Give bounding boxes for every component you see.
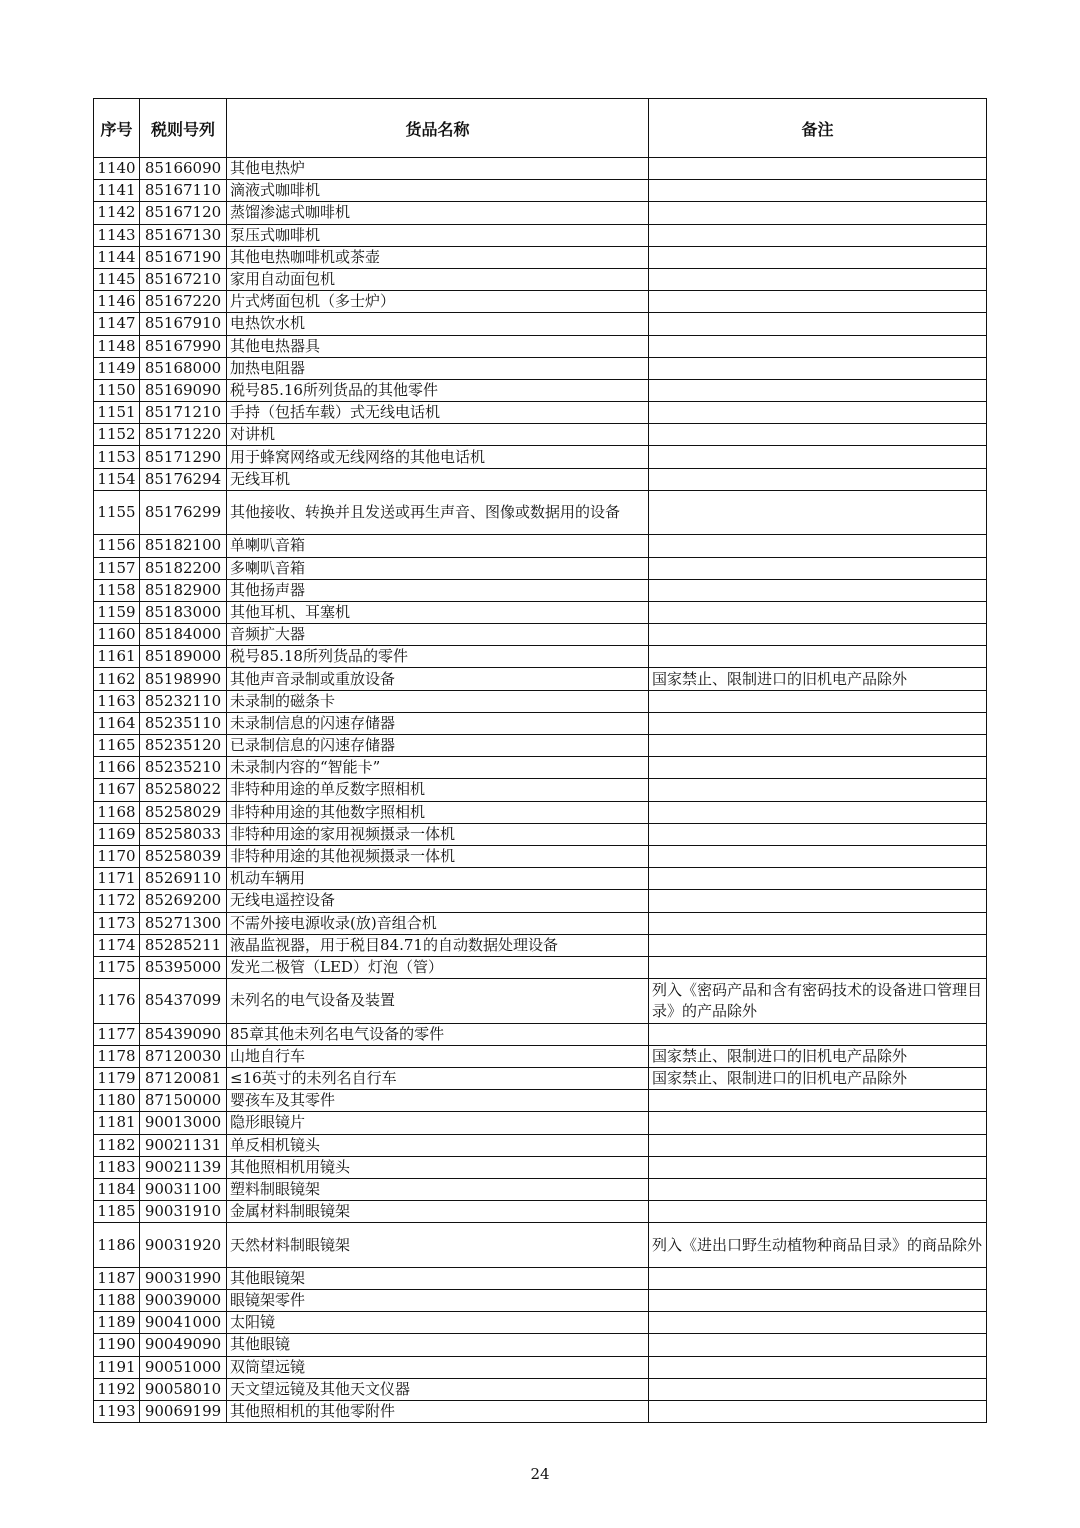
- cell-code: 85182200: [140, 557, 227, 579]
- cell-note: [649, 268, 987, 290]
- cell-seq: 1169: [94, 823, 140, 845]
- cell-code: 85235110: [140, 712, 227, 734]
- table-row: [94, 601, 987, 623]
- cell-note: [649, 1090, 987, 1112]
- cell-seq: 1190: [94, 1334, 140, 1356]
- cell-name: 音频扩大器: [227, 624, 649, 646]
- cell-name: 无线耳机: [227, 468, 649, 490]
- cell-seq: 1179: [94, 1067, 140, 1089]
- cell-seq: 1185: [94, 1201, 140, 1223]
- cell-note: [649, 934, 987, 956]
- cell-name: 家用自动面包机: [227, 268, 649, 290]
- cell-seq: 1150: [94, 379, 140, 401]
- cell-code: 85183000: [140, 601, 227, 623]
- cell-seq: 1161: [94, 646, 140, 668]
- cell-note: [649, 624, 987, 646]
- table-row: [94, 1045, 987, 1067]
- cell-code: 90013000: [140, 1112, 227, 1134]
- cell-seq: 1159: [94, 601, 140, 623]
- cell-name: 蒸馏渗滤式咖啡机: [227, 202, 649, 224]
- cell-note: [649, 779, 987, 801]
- cell-code: 85437099: [140, 979, 227, 1024]
- cell-code: 90039000: [140, 1289, 227, 1311]
- cell-note: [649, 646, 987, 668]
- cell-name: 天然材料制眼镜架: [227, 1223, 649, 1268]
- cell-name: 加热电阻器: [227, 357, 649, 379]
- table-row: [94, 1156, 987, 1178]
- table-row: [94, 912, 987, 934]
- table-row: [94, 402, 987, 424]
- cell-seq: 1170: [94, 845, 140, 867]
- cell-note: [649, 158, 987, 180]
- cell-code: 87120030: [140, 1045, 227, 1067]
- page-number: 24: [530, 1465, 550, 1483]
- cell-seq: 1180: [94, 1090, 140, 1112]
- cell-code: 85271300: [140, 912, 227, 934]
- cell-seq: 1184: [94, 1178, 140, 1200]
- cell-seq: 1153: [94, 446, 140, 468]
- table-row: [94, 1378, 987, 1400]
- cell-name: 泵压式咖啡机: [227, 224, 649, 246]
- cell-code: 85258029: [140, 801, 227, 823]
- cell-seq: 1148: [94, 335, 140, 357]
- cell-note: 国家禁止、限制进口的旧机电产品除外: [649, 1067, 987, 1089]
- table-row: [94, 1400, 987, 1422]
- cell-code: 85167190: [140, 246, 227, 268]
- table-row: [94, 1312, 987, 1334]
- table-row: [94, 424, 987, 446]
- cell-seq: 1147: [94, 313, 140, 335]
- table-row: [94, 1178, 987, 1200]
- table-row: [94, 690, 987, 712]
- cell-note: 列入《密码产品和含有密码技术的设备进口管理目录》的产品除外: [649, 979, 987, 1024]
- cell-code: 85232110: [140, 690, 227, 712]
- cell-note: [649, 246, 987, 268]
- cell-note: [649, 1201, 987, 1223]
- cell-seq: 1144: [94, 246, 140, 268]
- cell-code: 85168000: [140, 357, 227, 379]
- table-row: [94, 668, 987, 690]
- cell-note: [649, 912, 987, 934]
- cell-note: [649, 579, 987, 601]
- header-seq: 序号: [94, 99, 140, 158]
- table-row: [94, 379, 987, 401]
- cell-name: 机动车辆用: [227, 868, 649, 890]
- cell-name: 非特种用途的家用视频摄录一体机: [227, 823, 649, 845]
- table-row: [94, 1112, 987, 1134]
- cell-name: 无线电遥控设备: [227, 890, 649, 912]
- table-row: [94, 579, 987, 601]
- cell-name: 单喇叭音箱: [227, 535, 649, 557]
- table-row: [94, 624, 987, 646]
- table-row: [94, 1223, 987, 1268]
- cell-name: 山地自行车: [227, 1045, 649, 1067]
- cell-note: 国家禁止、限制进口的旧机电产品除外: [649, 668, 987, 690]
- cell-code: 90069199: [140, 1400, 227, 1422]
- cell-code: 85167130: [140, 224, 227, 246]
- table-row: [94, 202, 987, 224]
- cell-seq: 1160: [94, 624, 140, 646]
- table-row: [94, 956, 987, 978]
- cell-name: 滴液式咖啡机: [227, 180, 649, 202]
- cell-name: 用于蜂窝网络或无线网络的其他电话机: [227, 446, 649, 468]
- cell-code: 85166090: [140, 158, 227, 180]
- cell-seq: 1186: [94, 1223, 140, 1268]
- cell-seq: 1167: [94, 779, 140, 801]
- table-row: [94, 890, 987, 912]
- cell-note: [649, 535, 987, 557]
- table-row: [94, 1267, 987, 1289]
- table-row: [94, 224, 987, 246]
- table-row: [94, 557, 987, 579]
- cell-name: 片式烤面包机（多士炉）: [227, 291, 649, 313]
- cell-code: 85167120: [140, 202, 227, 224]
- cell-seq: 1182: [94, 1134, 140, 1156]
- cell-seq: 1146: [94, 291, 140, 313]
- table-row: [94, 180, 987, 202]
- cell-name: 未录制的磁条卡: [227, 690, 649, 712]
- cell-code: 85176299: [140, 490, 227, 535]
- table-row: [94, 1090, 987, 1112]
- cell-seq: 1172: [94, 890, 140, 912]
- cell-name: 隐形眼镜片: [227, 1112, 649, 1134]
- cell-code: 90031990: [140, 1267, 227, 1289]
- cell-code: 85171290: [140, 446, 227, 468]
- header-row: [94, 99, 987, 158]
- cell-code: 85167220: [140, 291, 227, 313]
- cell-seq: 1143: [94, 224, 140, 246]
- cell-name: 金属材料制眼镜架: [227, 1201, 649, 1223]
- table-row: [94, 291, 987, 313]
- header-name: 货品名称: [227, 99, 649, 158]
- table-row: [94, 268, 987, 290]
- cell-note: [649, 1334, 987, 1356]
- cell-note: [649, 823, 987, 845]
- cell-seq: 1183: [94, 1156, 140, 1178]
- cell-note: 国家禁止、限制进口的旧机电产品除外: [649, 1045, 987, 1067]
- table-row: [94, 1356, 987, 1378]
- cell-name: 多喇叭音箱: [227, 557, 649, 579]
- goods-table: [93, 98, 987, 1423]
- cell-code: 85171210: [140, 402, 227, 424]
- cell-note: [649, 1312, 987, 1334]
- cell-note: [649, 757, 987, 779]
- cell-note: [649, 180, 987, 202]
- cell-note: [649, 801, 987, 823]
- table-row: [94, 446, 987, 468]
- cell-seq: 1192: [94, 1378, 140, 1400]
- cell-code: 90021139: [140, 1156, 227, 1178]
- cell-note: [649, 868, 987, 890]
- cell-seq: 1174: [94, 934, 140, 956]
- cell-name: 非特种用途的其他视频摄录一体机: [227, 845, 649, 867]
- cell-name: 未列名的电气设备及装置: [227, 979, 649, 1024]
- table-row: [94, 1289, 987, 1311]
- cell-seq: 1189: [94, 1312, 140, 1334]
- cell-name: 其他照相机的其他零附件: [227, 1400, 649, 1422]
- cell-note: [649, 890, 987, 912]
- cell-name: 其他声音录制或重放设备: [227, 668, 649, 690]
- cell-seq: 1163: [94, 690, 140, 712]
- table-row: [94, 535, 987, 557]
- cell-name: 税号85.18所列货品的零件: [227, 646, 649, 668]
- cell-seq: 1157: [94, 557, 140, 579]
- cell-seq: 1168: [94, 801, 140, 823]
- table-row: [94, 979, 987, 1024]
- cell-note: [649, 224, 987, 246]
- cell-seq: 1193: [94, 1400, 140, 1422]
- cell-code: 90031100: [140, 1178, 227, 1200]
- cell-code: 90051000: [140, 1356, 227, 1378]
- cell-name: 对讲机: [227, 424, 649, 446]
- cell-seq: 1177: [94, 1023, 140, 1045]
- cell-seq: 1156: [94, 535, 140, 557]
- header-note: 备注: [649, 99, 987, 158]
- cell-note: [649, 1023, 987, 1045]
- cell-note: [649, 845, 987, 867]
- cell-name: 天文望远镜及其他天文仪器: [227, 1378, 649, 1400]
- table-row: [94, 1334, 987, 1356]
- cell-seq: 1149: [94, 357, 140, 379]
- cell-code: 85235210: [140, 757, 227, 779]
- cell-note: [649, 335, 987, 357]
- cell-code: 85258039: [140, 845, 227, 867]
- cell-seq: 1171: [94, 868, 140, 890]
- cell-seq: 1188: [94, 1289, 140, 1311]
- table-row: [94, 158, 987, 180]
- cell-seq: 1140: [94, 158, 140, 180]
- table-row: [94, 313, 987, 335]
- cell-seq: 1175: [94, 956, 140, 978]
- cell-note: [649, 557, 987, 579]
- cell-name: 85章其他未列名电气设备的零件: [227, 1023, 649, 1045]
- cell-name: 不需外接电源收录(放)音组合机: [227, 912, 649, 934]
- cell-note: [649, 1356, 987, 1378]
- cell-note: [649, 379, 987, 401]
- cell-name: 电热饮水机: [227, 313, 649, 335]
- cell-code: 85167990: [140, 335, 227, 357]
- cell-seq: 1187: [94, 1267, 140, 1289]
- cell-name: 塑料制眼镜架: [227, 1178, 649, 1200]
- cell-note: [649, 468, 987, 490]
- cell-note: [649, 1289, 987, 1311]
- table-row: [94, 1023, 987, 1045]
- cell-note: [649, 956, 987, 978]
- cell-code: 85198990: [140, 668, 227, 690]
- cell-seq: 1155: [94, 490, 140, 535]
- cell-name: 其他眼镜架: [227, 1267, 649, 1289]
- table-row: [94, 845, 987, 867]
- cell-code: 85258033: [140, 823, 227, 845]
- cell-note: [649, 291, 987, 313]
- table-row: [94, 735, 987, 757]
- cell-seq: 1181: [94, 1112, 140, 1134]
- table-row: [94, 712, 987, 734]
- cell-name: 其他耳机、耳塞机: [227, 601, 649, 623]
- cell-code: 85169090: [140, 379, 227, 401]
- cell-note: [649, 690, 987, 712]
- cell-note: [649, 1134, 987, 1156]
- cell-seq: 1173: [94, 912, 140, 934]
- cell-seq: 1178: [94, 1045, 140, 1067]
- cell-name: 其他扬声器: [227, 579, 649, 601]
- cell-code: 85269110: [140, 868, 227, 890]
- cell-code: 87120081: [140, 1067, 227, 1089]
- cell-seq: 1154: [94, 468, 140, 490]
- table-row: [94, 757, 987, 779]
- cell-note: [649, 490, 987, 535]
- cell-seq: 1164: [94, 712, 140, 734]
- cell-note: [649, 735, 987, 757]
- cell-name: ≤16英寸的未列名自行车: [227, 1067, 649, 1089]
- cell-seq: 1141: [94, 180, 140, 202]
- cell-code: 85184000: [140, 624, 227, 646]
- cell-code: 85167210: [140, 268, 227, 290]
- table-row: [94, 823, 987, 845]
- cell-name: 婴孩车及其零件: [227, 1090, 649, 1112]
- cell-name: 税号85.16所列货品的其他零件: [227, 379, 649, 401]
- cell-name: 非特种用途的其他数字照相机: [227, 801, 649, 823]
- cell-code: 87150000: [140, 1090, 227, 1112]
- cell-note: [649, 601, 987, 623]
- cell-note: [649, 446, 987, 468]
- table-row: [94, 357, 987, 379]
- cell-code: 85395000: [140, 956, 227, 978]
- cell-seq: 1162: [94, 668, 140, 690]
- table-row: [94, 490, 987, 535]
- cell-seq: 1176: [94, 979, 140, 1024]
- cell-code: 85439090: [140, 1023, 227, 1045]
- cell-name: 太阳镜: [227, 1312, 649, 1334]
- cell-name: 其他接收、转换并且发送或再生声音、图像或数据用的设备: [227, 490, 649, 535]
- cell-name: 未录制内容的“智能卡”: [227, 757, 649, 779]
- cell-seq: 1145: [94, 268, 140, 290]
- cell-code: 90031910: [140, 1201, 227, 1223]
- cell-note: [649, 402, 987, 424]
- cell-seq: 1142: [94, 202, 140, 224]
- cell-name: 其他电热炉: [227, 158, 649, 180]
- cell-seq: 1151: [94, 402, 140, 424]
- cell-code: 85189000: [140, 646, 227, 668]
- cell-note: [649, 712, 987, 734]
- cell-note: [649, 1178, 987, 1200]
- cell-name: 其他眼镜: [227, 1334, 649, 1356]
- cell-code: 85167910: [140, 313, 227, 335]
- cell-note: [649, 1156, 987, 1178]
- cell-code: 85258022: [140, 779, 227, 801]
- cell-note: 列入《进出口野生动植物种商品目录》的商品除外: [649, 1223, 987, 1268]
- cell-code: 85167110: [140, 180, 227, 202]
- table-row: [94, 868, 987, 890]
- table-row: [94, 646, 987, 668]
- cell-name: 其他照相机用镜头: [227, 1156, 649, 1178]
- cell-code: 85269200: [140, 890, 227, 912]
- cell-name: 其他电热咖啡机或茶壶: [227, 246, 649, 268]
- header-code: 税则号列: [140, 99, 227, 158]
- table-row: [94, 335, 987, 357]
- table-row: [94, 1201, 987, 1223]
- cell-name: 非特种用途的单反数字照相机: [227, 779, 649, 801]
- table-row: [94, 934, 987, 956]
- cell-code: 90058010: [140, 1378, 227, 1400]
- cell-code: 85182900: [140, 579, 227, 601]
- cell-note: [649, 1400, 987, 1422]
- table-row: [94, 246, 987, 268]
- cell-name: 发光二极管（LED）灯泡（管）: [227, 956, 649, 978]
- cell-code: 90031920: [140, 1223, 227, 1268]
- cell-name: 未录制信息的闪速存储器: [227, 712, 649, 734]
- cell-note: [649, 1267, 987, 1289]
- cell-name: 眼镜架零件: [227, 1289, 649, 1311]
- cell-seq: 1166: [94, 757, 140, 779]
- table-row: [94, 801, 987, 823]
- cell-code: 85285211: [140, 934, 227, 956]
- table-row: [94, 1134, 987, 1156]
- cell-note: [649, 202, 987, 224]
- cell-code: 90041000: [140, 1312, 227, 1334]
- cell-name: 双筒望远镜: [227, 1356, 649, 1378]
- cell-note: [649, 357, 987, 379]
- table-row: [94, 779, 987, 801]
- cell-seq: 1191: [94, 1356, 140, 1378]
- cell-code: 85171220: [140, 424, 227, 446]
- cell-name: 单反相机镜头: [227, 1134, 649, 1156]
- cell-note: [649, 1378, 987, 1400]
- cell-code: 85182100: [140, 535, 227, 557]
- cell-seq: 1158: [94, 579, 140, 601]
- cell-code: 85235120: [140, 735, 227, 757]
- cell-code: 90021131: [140, 1134, 227, 1156]
- cell-name: 已录制信息的闪速存储器: [227, 735, 649, 757]
- cell-name: 其他电热器具: [227, 335, 649, 357]
- cell-seq: 1152: [94, 424, 140, 446]
- table-row: [94, 1067, 987, 1089]
- cell-seq: 1165: [94, 735, 140, 757]
- cell-code: 85176294: [140, 468, 227, 490]
- table-row: [94, 468, 987, 490]
- cell-note: [649, 424, 987, 446]
- cell-code: 90049090: [140, 1334, 227, 1356]
- cell-note: [649, 1112, 987, 1134]
- cell-note: [649, 313, 987, 335]
- cell-name: 手持（包括车载）式无线电话机: [227, 402, 649, 424]
- cell-name: 液晶监视器，用于税目84.71的自动数据处理设备: [227, 934, 649, 956]
